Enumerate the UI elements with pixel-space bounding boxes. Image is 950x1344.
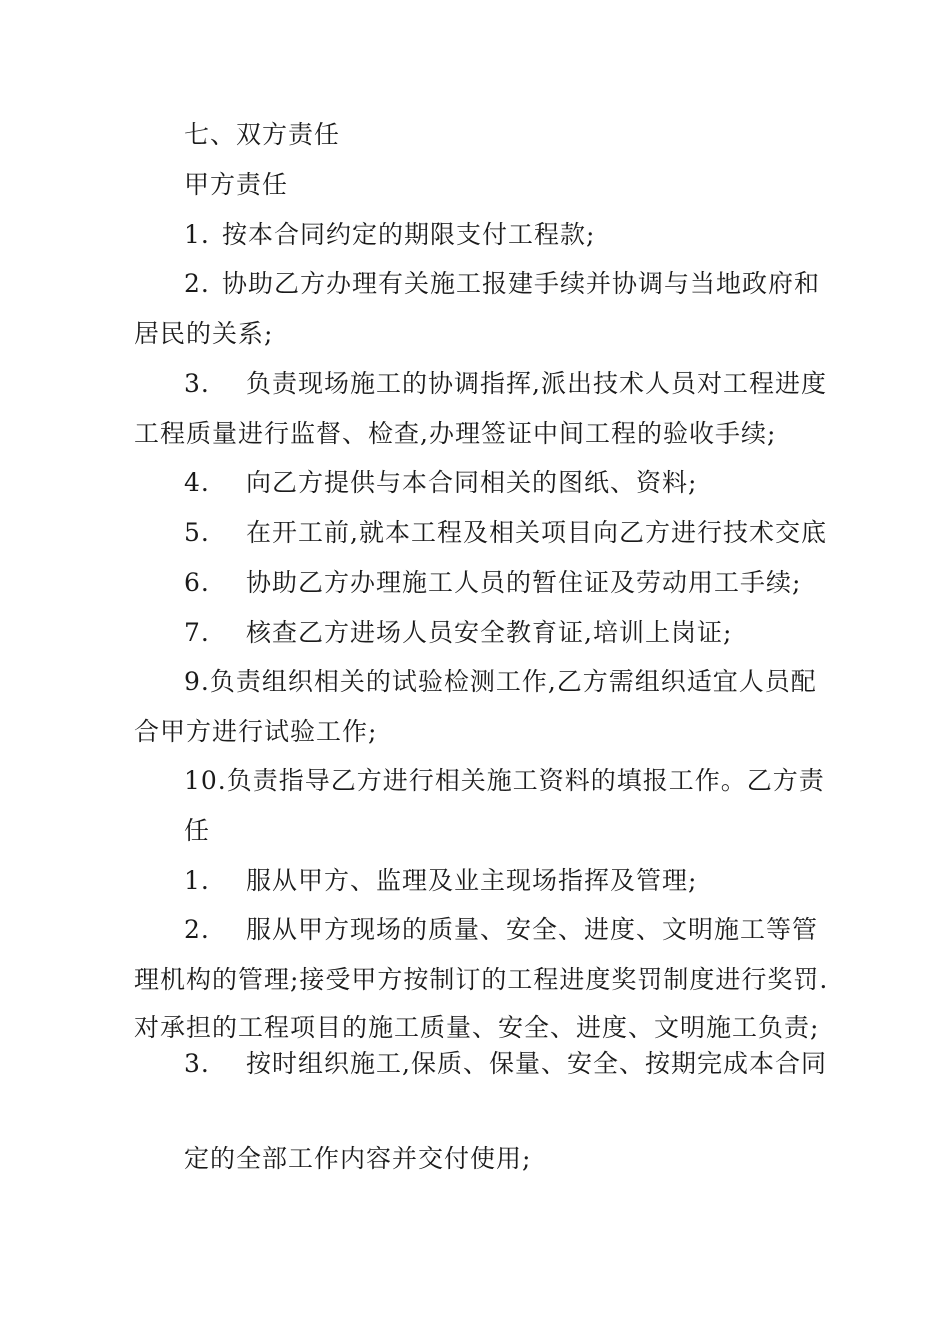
section-heading: 七、双方责任	[184, 120, 341, 149]
party-a-heading: 甲方责任	[184, 170, 289, 199]
item-text: 负责现场施工的协调指挥,派出技术人员对工程进度	[246, 369, 827, 398]
continuation-line: 定的全部工作内容并交付使用;	[184, 1144, 532, 1173]
party-b-item-2	[184, 915, 818, 945]
party-a-item-9-continued: 合甲方进行试验工作;	[134, 717, 378, 746]
item-number: 1.	[184, 866, 210, 895]
item-text: 协助乙方办理施工人员的暂住证及劳动用工手续;	[246, 568, 802, 597]
item-text: 服从甲方现场的质量、安全、进度、文明施工等管	[246, 915, 819, 944]
item-number: 10.	[184, 766, 227, 795]
party-b-item-2-continued: 理机构的管理;接受甲方按制订的工程进度奖罚制度进行奖罚.	[134, 965, 829, 994]
item-number: 9.	[184, 667, 210, 696]
party-a-item-2-continued: 居民的关系;	[134, 319, 274, 348]
party-b-item-1	[184, 866, 697, 896]
item-number: 1.	[184, 220, 210, 249]
item-text: 负责组织相关的试验检测工作,乙方需组织适宜人员配	[209, 667, 817, 696]
item-text: 协助乙方办理有关施工报建手续并协调与当地政府和	[222, 269, 821, 298]
item-number: 2.	[184, 269, 210, 298]
party-a-item-9	[184, 667, 817, 697]
party-a-item-5	[184, 518, 827, 548]
party-a-item-4	[184, 468, 697, 498]
item-number: 4.	[184, 468, 210, 497]
item-text: 按本合同约定的期限支付工程款;	[222, 220, 596, 249]
item-text: 在开工前,就本工程及相关项目向乙方进行技术交底	[246, 518, 827, 547]
party-a-item-3	[184, 369, 827, 399]
party-a-item-1	[184, 220, 595, 250]
item-number: 3.	[184, 369, 210, 398]
item-number: 3.	[184, 1049, 210, 1078]
item-text: 负责指导乙方进行相关施工资料的填报工作。乙方责	[226, 766, 825, 795]
item-text: 向乙方提供与本合同相关的图纸、资料;	[246, 468, 698, 497]
item-text: 按时组织施工,保质、保量、安全、按期完成本合同	[246, 1049, 827, 1078]
item-number: 2.	[184, 915, 210, 944]
item-text: 核查乙方进场人员安全教育证,培训上岗证;	[246, 618, 733, 647]
party-a-item-3-continued: 工程质量进行监督、检查,办理签证中间工程的验收手续;	[134, 419, 777, 448]
party-a-item-10	[184, 766, 825, 796]
item-text: 服从甲方、监理及业主现场指挥及管理;	[246, 866, 698, 895]
party-b-item-3	[184, 1049, 827, 1079]
party-a-item-6	[184, 568, 801, 598]
party-b-heading-tail: 任	[184, 816, 211, 845]
party-a-item-7	[184, 618, 732, 648]
item-number: 6.	[184, 568, 210, 597]
party-a-item-2	[184, 269, 820, 299]
item-number: 5.	[184, 518, 210, 547]
item-number: 7.	[184, 618, 210, 647]
party-b-item-2-continued-2: 对承担的工程项目的施工质量、安全、进度、文明施工负责;	[134, 1013, 820, 1042]
